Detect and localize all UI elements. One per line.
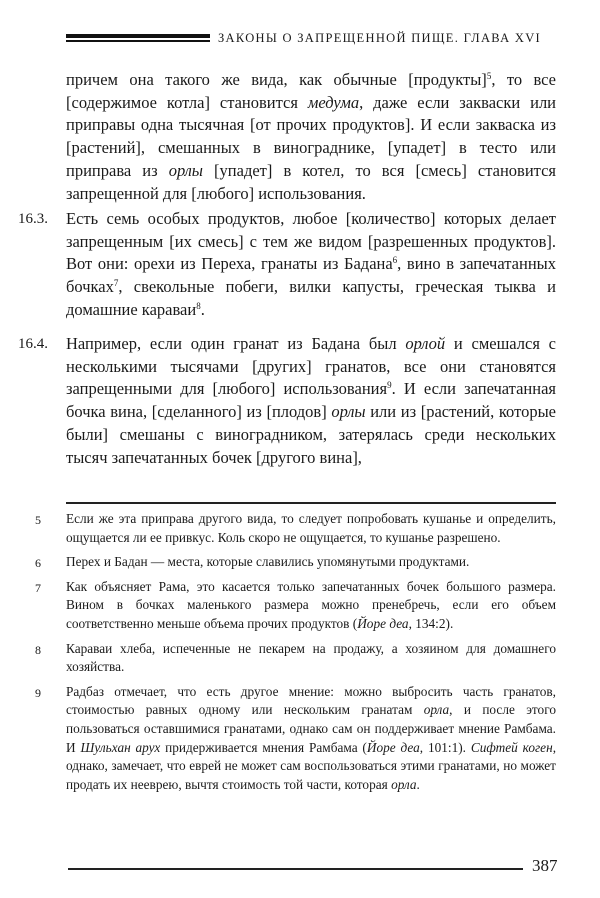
footnote-ref: 6 [392, 255, 398, 266]
running-head-title: ЗАКОНЫ О ЗАПРЕЩЕННОЙ ПИЩЕ. ГЛАВА XVI [218, 30, 541, 45]
footnote-ref: 5 [486, 71, 492, 81]
footnote-7 [30, 578, 556, 634]
footnote-9 [30, 683, 556, 795]
footnote-text: Если же эта приправа другого вида, то следует попробовать кушанье и определить, ощущается ли ее привкус. Коль скоро не ощущается, то кушанье разрешено. [66, 511, 556, 545]
footnote-text: Караваи хлеба, испеченные не пекарем на продажу, а хозяином для домашнего хозяйства. [66, 640, 556, 675]
footnote-number: 7 [35, 580, 41, 595]
paragraph-16-4 [18, 333, 556, 469]
page-number: 387 [532, 856, 558, 875]
footnote-number: 9 [35, 685, 41, 700]
running-head [66, 30, 556, 46]
paragraph-number: 16.4. [18, 336, 48, 352]
footnote-ref: 8 [196, 300, 201, 311]
header-rule-thick [66, 34, 210, 38]
footnote-number: 6 [35, 556, 41, 571]
footnote-6 [30, 553, 556, 572]
footnote-ref: 7 [113, 278, 119, 289]
footnote-text: Как объясняет Рама, это касается только запечатанных бочек большого размера. Вином в бочках маленького размера можно пренебречь, если его объем соответственно меньше объема прочих продуктов (Йоре деа, 134:2). [66, 578, 556, 631]
footnote-5 [30, 510, 556, 547]
footnotes [30, 510, 556, 800]
footnote-number: 8 [35, 642, 41, 657]
header-rule-thin [66, 40, 210, 42]
paragraph-16-3 [18, 208, 556, 322]
footnote-ref: 9 [387, 380, 392, 391]
footnote-8 [30, 640, 556, 677]
footnote-text: Радбаз отмечает, что есть другое мнение: можно выбросить часть гранатов, стоимостью равных одному или нескольким гранатам орла, и после этого пользоваться оставшимися гранатами, однако сам он поддерживает мнение Рамбама. И Шульхан арух придерживается мнения Рамбама (Йоре деа, 101:1). Сифтей коген, однако, замечает, что еврей не может сам воспользоваться этими гранатами, но может продать их нееврею, вычтя стоимость той части, которая орла. [66, 683, 557, 792]
footer-rule [68, 868, 523, 870]
footnote-separator [66, 502, 556, 504]
paragraph-body: Например, если один гранат из Бадана был орлой и смешался с несколькими тысячами [других] гранатов, все они становятся запрещенными для [любого] использования$^9$. И если запечатанная бочка вина, [сделанного] из [плодов] орлы или из [растений, которые были] смешаны с виноградником, затерялась среди нескольких тысяч запечатанных бочек [другого вина], [66, 334, 557, 467]
continuation-paragraph: причем она такого же вида, как обычные [продукты]$^5$, то все [содержимое котла] становится медума, даже если закваски или приправы одна тысячная [от прочих продуктов]. И если закваска из [растений], смешанных в винограднике, [упадет] в тесто или приправа из орлы [упадет] в котел, то вся [смесь] становится запрещенной для [любого] использования. [66, 70, 557, 203]
footnote-text: Перех и Бадан — места, которые славились упомянутыми продуктами. [66, 554, 470, 570]
footnote-number: 5 [35, 513, 41, 527]
paragraph-body: Есть семь особых продуктов, любое [количество] которых делает запрещенным [их смесь] с тем же видом [разрешенных продуктов]. Вот они: орехи из Переха, гранаты из Бадана$^6$, вино в запечатанных бочках$^7$, свекольные побеги, вилки капусты, греческая тыква и домашние караваи$^8$. [66, 209, 556, 319]
paragraph-number: 16.3. [18, 211, 48, 227]
header-rule-ornament [66, 33, 210, 43]
